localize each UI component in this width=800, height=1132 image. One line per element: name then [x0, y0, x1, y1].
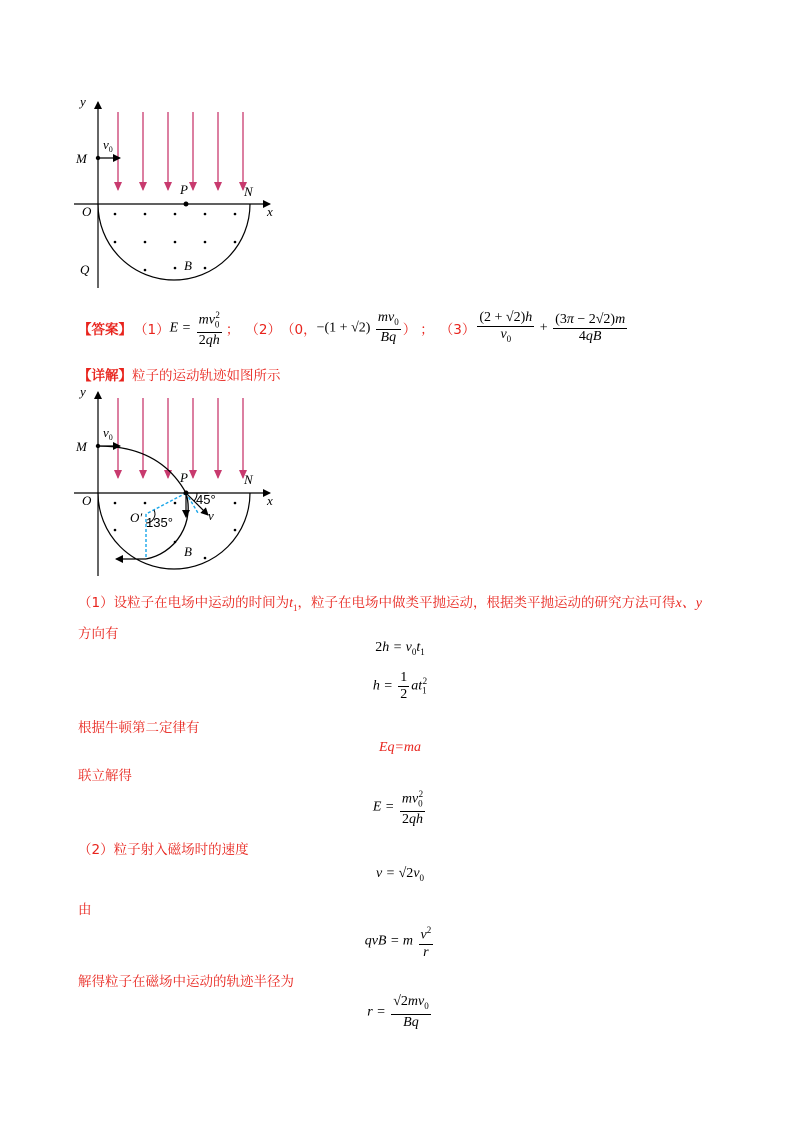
answer-formula-time: $\frac{(2 + √2)h}{v_0}$ + $\frac{(3\pi - 2√2)m}{4qB}$ [479, 309, 626, 344]
solution-part1-line1: （1）设粒子在电场中运动的时间为 [78, 595, 290, 611]
solution-newton-text: 根据牛顿第二定律有 [78, 720, 200, 736]
equation-h: h = $\frac{1}{2}$ $at_1^2$ [372, 670, 428, 702]
label-v: v [208, 508, 214, 523]
equation-2h: $2h = v_0t_1$ [375, 640, 425, 657]
label-O-prime: O′ [130, 510, 143, 525]
electric-field-arrows [114, 112, 247, 191]
electric-field-arrows [114, 398, 247, 479]
solution-part1-line2: 方向有 [78, 625, 119, 642]
label-O: O [82, 493, 92, 508]
answer-sep2: ； [420, 322, 434, 338]
equation-v: $v = √2v_0$ [375, 866, 425, 883]
label-B: B [184, 258, 192, 273]
label-B: B [184, 544, 192, 559]
detail-text: 粒子的运动轨迹如图所示 [132, 368, 281, 384]
label-x: x [267, 204, 273, 219]
label-v0: $v_0$ [103, 137, 113, 154]
label-angle-45: 45° [196, 492, 216, 507]
answer-part2-label: （2） [245, 322, 282, 338]
detail-heading [78, 364, 281, 384]
label-N: N [244, 472, 253, 487]
answer-part2-close: ） [402, 322, 417, 338]
answer-sep1: ； [225, 322, 240, 338]
answer-formula-E: E = $\frac{mv_0^2}{2qh}$ [170, 307, 224, 349]
solution-part1-text: （1）设粒子在电场中运动的时间为$t_1$，粒子在电场中做类平抛运动，根据类平抛运动的研究方法可得x、y 方向有 [78, 595, 702, 642]
solution-part1-line1-rest: ，粒子在电场中做类平抛运动，根据类平抛运动的研究方法可得 [297, 595, 676, 611]
magnetic-field-dots [114, 213, 237, 272]
answer-formula-Q-coord: −(1 + √2) $\frac{mv_0}{Bq}$ [316, 309, 399, 346]
figure-1 [70, 92, 290, 292]
solution-part1-xy: x、y [675, 596, 702, 611]
label-P: P [180, 182, 188, 197]
solution-part2-text: （2）粒子射入磁场时的速度 [78, 842, 249, 858]
solution-solve-text: 联立解得 [78, 768, 132, 784]
label-y: y [80, 94, 86, 109]
detail-tag: 【详解】 [78, 368, 132, 384]
answer-line [78, 305, 778, 351]
answer-part3-label: （3） [439, 322, 476, 338]
label-v0: $v_0$ [103, 425, 113, 442]
label-x: x [267, 493, 273, 508]
label-N: N [244, 184, 253, 199]
equation-E: E = $\frac{mv_0^2}{2qh}$ [0, 786, 800, 828]
label-M: M [76, 151, 87, 166]
equation-qvB: qvB = m $\frac{v^2}{r}$ [0, 922, 800, 961]
figure-2 [70, 382, 290, 580]
solution-radius-text: 解得粒子在磁场中运动的轨迹半径为 [78, 974, 294, 990]
answer-part2-open: （0， [281, 322, 317, 338]
point-P [184, 491, 189, 496]
point-P [184, 202, 189, 207]
label-M: M [76, 439, 87, 454]
magnetic-field-boundary [98, 493, 250, 569]
label-Q: Q [80, 262, 90, 277]
label-P: P [180, 470, 188, 485]
label-angle-135: 135° [146, 515, 173, 530]
equation-Eqma: Eq=ma [378, 740, 422, 755]
label-y: y [80, 384, 86, 399]
solution-by-text: 由 [78, 902, 92, 918]
answer-part1-label: （1） [134, 322, 170, 338]
label-O: O [82, 204, 92, 219]
particle-trajectory-parabola [98, 446, 186, 493]
equation-r: r = $\frac{√2mv_0}{Bq}$ [367, 994, 429, 1030]
answer-tag: 【答案】 [78, 322, 132, 338]
